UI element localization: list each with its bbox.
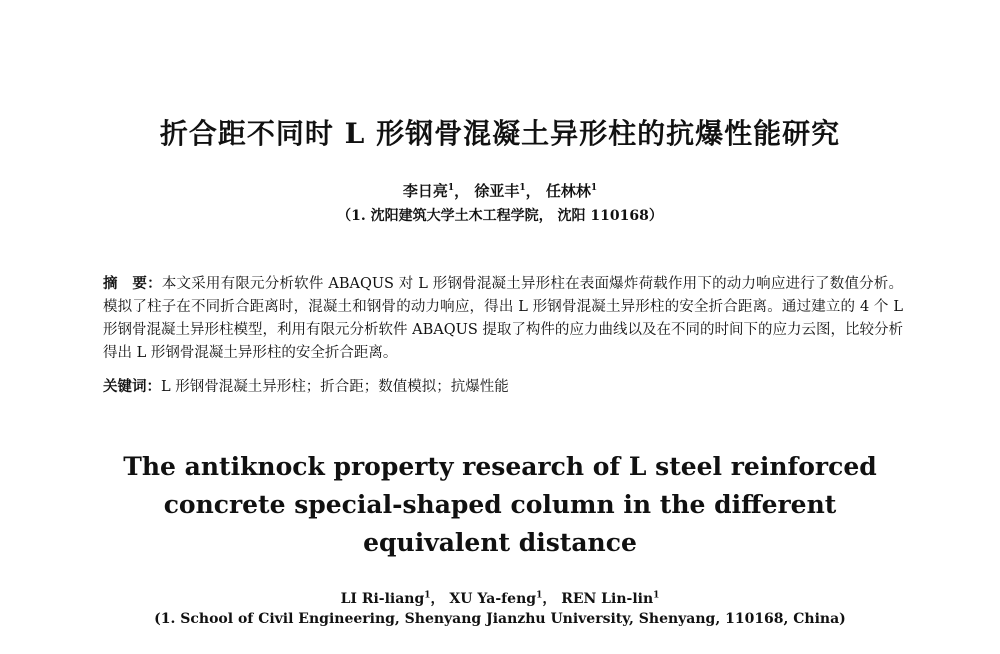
author-affiliation-mark: 1 [536, 590, 543, 601]
author-name: XU Ya-feng [449, 591, 537, 607]
author-separator: ， [454, 182, 470, 200]
author-separator: ， [430, 591, 445, 607]
author-affiliation-mark: 1 [447, 183, 455, 193]
author-affiliation-mark: 1 [590, 183, 598, 193]
author-affiliation-mark: 1 [519, 183, 526, 193]
keywords-text: L 形钢骨混凝土异形柱；折合距；数值模拟；抗爆性能 [161, 379, 509, 395]
chinese-title: 折合距不同时 L 形钢骨混凝土异形柱的抗爆性能研究 [159, 117, 841, 150]
author-name: 李日亮 [402, 182, 448, 200]
english-title-line: The antiknock property research of L steel reinforced [123, 452, 877, 481]
chinese-keywords [103, 375, 903, 399]
abstract-label: 摘 要： [103, 275, 162, 292]
abstract-text: 本文采用有限元分析软件 ABAQUS 对 L 形钢骨混凝土异形柱在表面爆炸荷载作用下的动力响应进行了数值分析。模拟了柱子在不同折合距离时，混凝土和钢骨的动力响应，得出 L 形钢骨混凝土异形柱的安全折合距离。通过建立的 4 个 L 形钢骨混凝土异形柱模型，利用有限元分析软件 ABAQUS 提取了构件的应力曲线以及在不同的时间下的应力云图，比较分析得出 L 形钢骨混凝土异形柱的安全折合距离。 [103, 276, 904, 361]
keywords-label: 关键词： [103, 378, 161, 395]
english-title [0, 448, 1000, 562]
author-separator: ， [542, 591, 557, 607]
english-title-line: concrete special-shaped column in the different [163, 490, 837, 519]
english-title-line: equivalent distance [363, 528, 637, 557]
author-name: 徐亚丰 [474, 182, 520, 200]
author-affiliation-mark: 1 [653, 590, 660, 601]
author-name: REN Lin-lin [561, 591, 654, 607]
author-separator: ， [525, 182, 541, 200]
author-name: LI Ri-liang [340, 591, 425, 607]
chinese-authors [0, 180, 1000, 201]
chinese-affiliation: （1. 沈阳建筑大学土木工程学院， 沈阳 110168） [337, 208, 663, 224]
author-name: 任林林 [545, 182, 591, 200]
author-affiliation-mark: 1 [424, 590, 431, 601]
english-affiliation: (1. School of Civil Engineering, Shenyang Jianzhu University, Shenyang, 110168, China) [154, 611, 846, 627]
chinese-abstract [103, 272, 903, 365]
english-authors [0, 588, 1000, 608]
